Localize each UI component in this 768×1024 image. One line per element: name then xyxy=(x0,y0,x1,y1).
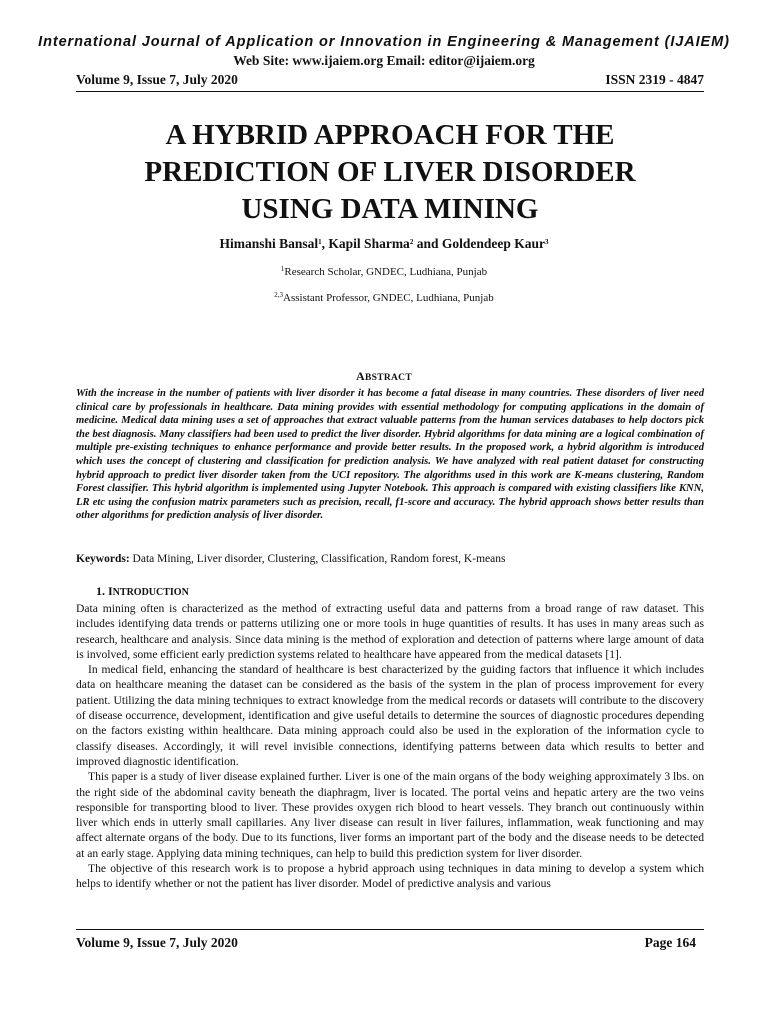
affiliation-2 xyxy=(0,292,768,304)
paper-title xyxy=(76,117,704,228)
journal-name: International Journal of Application or Innovation in Engineering & Management (IJAIEM) xyxy=(38,34,730,50)
paragraph: Data mining often is characterized as the method of extracting useful data and patterns from a broad range of raw dataset. This includes identifying data trends or patterns utilizing one or more tools in huge quantities of results. It has uses in many areas such as research, healthcare and analysis. Since data mining is the method of exploration and detection of patterns where large amount of data is involved, some efficient early prediction systems related to healthcare have appeared from the medical datasets [1]. xyxy=(76,602,704,661)
affiliation-text: Research Scholar, GNDEC, Ludhiana, Punjab xyxy=(284,266,488,278)
author-affiliation-mark: 2 xyxy=(409,238,414,246)
affiliation-text: Assistant Professor, GNDEC, Ludhiana, Punjab xyxy=(283,292,494,304)
journal-web-line: Web Site: www.ijaiem.org Email: editor@ijaiem.org xyxy=(233,53,535,68)
footer-volume: Volume 9, Issue 7, July 2020 xyxy=(76,935,238,950)
title-line-2: PREDICTION OF LIVER DISORDER xyxy=(144,156,636,188)
author-affiliation-mark: 3 xyxy=(544,238,549,246)
author-separator: and xyxy=(413,236,442,251)
section-heading-introduction xyxy=(96,584,189,599)
introduction-body xyxy=(76,601,704,892)
affiliation-1 xyxy=(0,266,768,278)
abstract-heading-initial: A xyxy=(356,369,365,383)
keywords xyxy=(76,553,704,565)
affiliation-mark: 1 xyxy=(280,265,285,273)
section-number: 1. I xyxy=(96,584,113,598)
paragraph: This paper is a study of liver disease explained further. Liver is one of the main organs of the body weighing approximately 3 lbs. on the right side of the abdominal cavity beneath the diaphragm, liver is located. The portal veins and hepatic artery are the two veins responsible for transporting blood to liver. These provides oxygen rich blood to heart vessels. They branch out continuously within liver which ends in utterly small capillaries. Any liver disease can result in liver failures, inflammation, weak functioning and may affect alternate organs of the body. Due to its functions, liver forms an important part of the body and the disease needs to be detected at an early stage. Applying data mining techniques, can help to build this prediction system for liver disorder. xyxy=(76,770,704,860)
page-footer xyxy=(76,935,704,951)
header-divider xyxy=(76,91,704,92)
paragraph: The objective of this research work is to propose a hybrid approach using techniques in data mining to develop a system which helps to identify whether or not the patient has liver disorder. Model of predictive analysis and various xyxy=(76,862,704,891)
abstract-text: With the increase in the number of patients with liver disorder it has become a fatal disease in many countries. These disorders of liver need clinical care by professionals in healthcare. Data mining provides with essential methodology for computing applications in the domain of medicine. Medical data mining uses a set of approaches that extract valuable patterns from the human services databases to help doctors pick the best diagnosis. Many classifiers had been used to predict the liver disorder. Hybrid algorithms for data mining are a logical combination of multiple pre-existing techniques to enhance performance and provide better results. In the proposed work, a hybrid algorithm is introduced which uses the concept of clustering and classification for prediction analysis. We have analyzed with real patient dataset for constructing hybrid approach to predict liver disorder taken from the UCI repository. The algorithms used in this work are K-means clustering, Random Forest classifier. This hybrid algorithm is implemented using Jupyter Notebook. This approach is compared with existing classifiers like KNN, LR etc using the confusion matrix parameters such as precision, recall, f1-score and accuracy. The hybrid approach shows better results than other algorithms for prediction analysis of liver disorder. xyxy=(76,388,704,522)
title-line-3: USING DATA MINING xyxy=(241,193,539,225)
author-name: Goldendeep Kaur xyxy=(441,236,545,251)
keywords-label: Keywords: xyxy=(76,553,130,565)
footer-divider xyxy=(76,929,704,930)
author-name: Kapil Sharma xyxy=(328,236,410,251)
abstract-heading xyxy=(0,369,768,384)
section-heading-rest: NTRODUCTION xyxy=(112,587,189,598)
page-number: Page 164 xyxy=(644,935,696,950)
keywords-list: Data Mining, Liver disorder, Clustering, Classification, Random forest, K-means xyxy=(129,553,506,565)
title-line-1: A HYBRID APPROACH FOR THE xyxy=(165,119,615,151)
author-separator: , xyxy=(321,236,329,251)
abstract-heading-rest: BSTRACT xyxy=(364,373,412,383)
author-affiliation-mark: 1 xyxy=(318,238,322,246)
issue-volume: Volume 9, Issue 7, July 2020 xyxy=(76,72,238,87)
paragraph: In medical field, enhancing the standard of healthcare is best characterized by the guiding factors that influence it which includes data on healthcare meaning the dataset can be considered as the basis of the system in the plan of process improvement for every patient. Utilizing the data mining techniques to extract knowledge from the medical records or datasets will contribute to the discovery of disease occurrence, development, identification and give useful details to determine the sources of diagnostic procedures depending on the factors existing within healthcare. Data mining approach could also be used in the exploration of the information cycle to classify diseases. Accordingly, it will revel invisible connections, identifying patterns between data which results to better and improved diagnostic identification. xyxy=(76,663,704,768)
issn: ISSN 2319 - 4847 xyxy=(605,72,704,87)
issue-line xyxy=(76,72,704,88)
author-list xyxy=(0,236,768,252)
author-name: Himanshi Bansal xyxy=(219,236,319,251)
affiliation-mark: 2,3 xyxy=(274,291,284,299)
